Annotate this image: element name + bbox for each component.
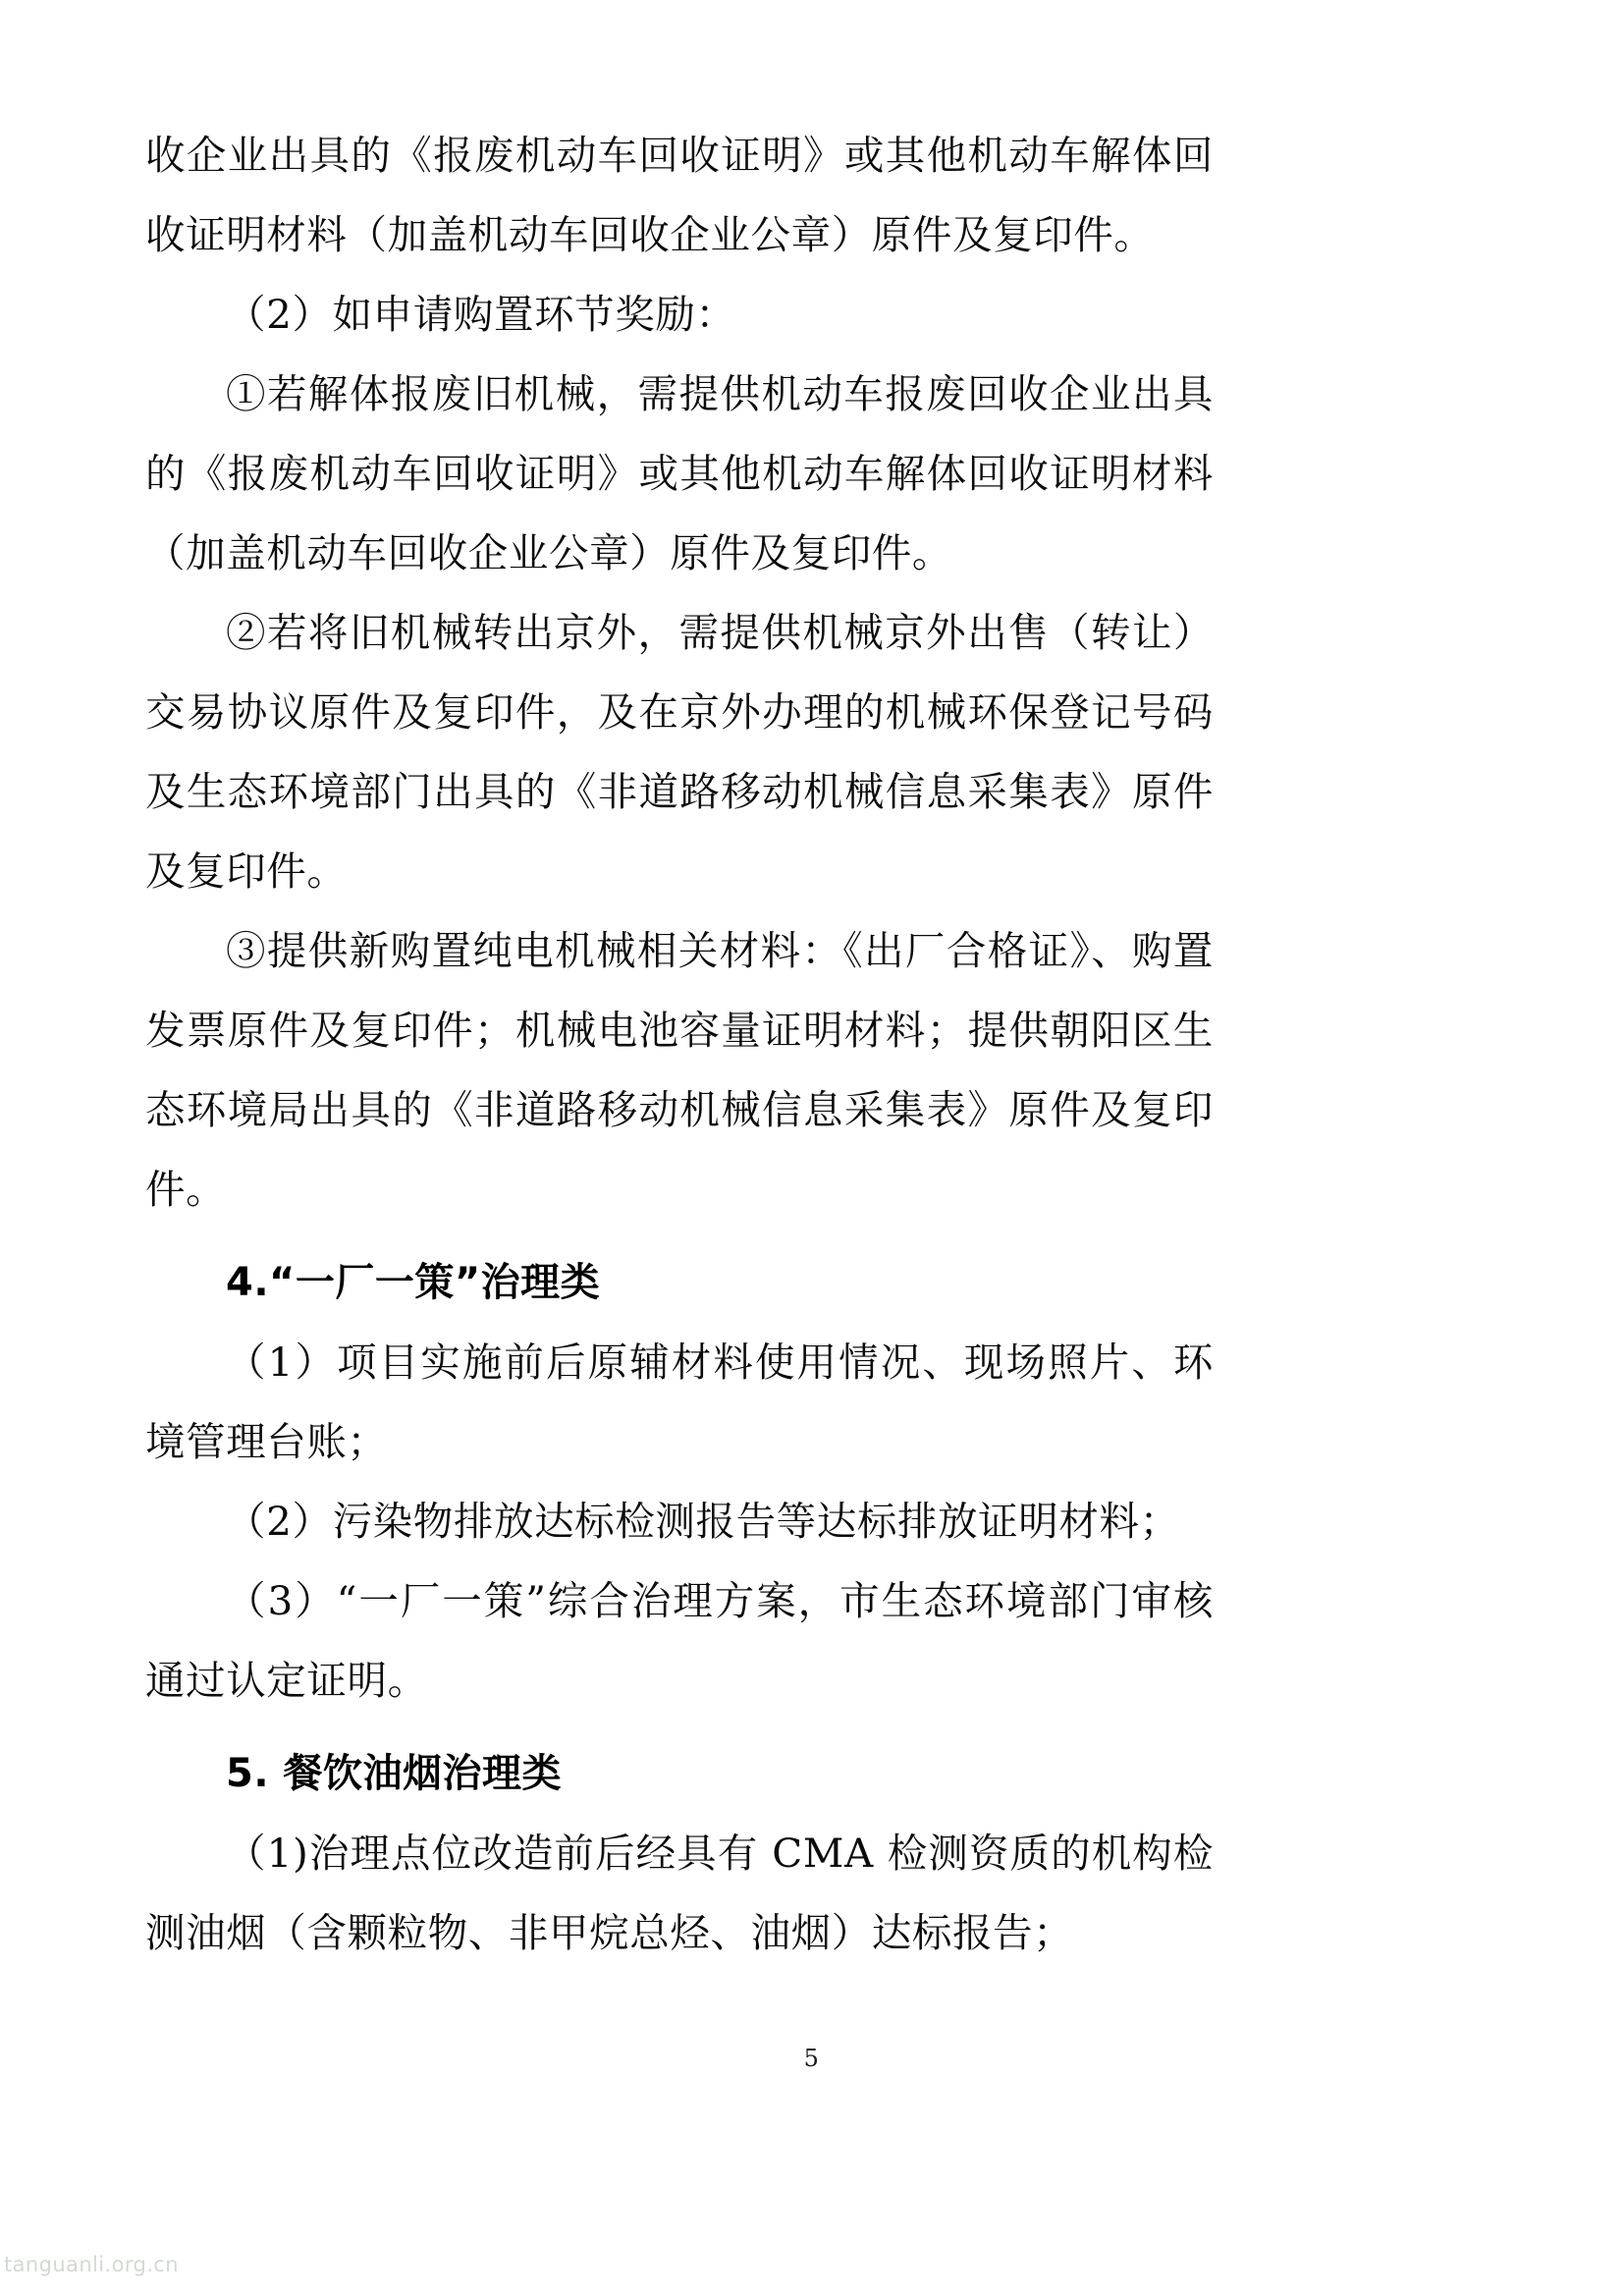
paragraph-item-3-new-electric-machinery: ③提供新购置纯电机械相关材料：《出厂合格证》、购置发票原件及复印件；机械电池容量证明材料；提供朝阳区生态环境局出具的《非道路移动机械信息采集表》原件及复印件。 (145, 927, 1214, 1213)
section-heading-5-catering-fume-treatment: 5. 餐饮油烟治理类 (226, 1751, 562, 1796)
watermark: tanguanli.org.cn (4, 2253, 179, 2276)
paragraph-item-2-transfer-outside-beijing: ②若将旧机械转出京外，需提供机械京外出售（转让）交易协议原件及复印件，及在京外办理的机械环保登记号码及生态环境部门出具的《非道路移动机械信息采集表》原件及复印件。 (145, 609, 1214, 895)
paragraph-4-item-1-materials-photos-ledger: （1）项目实施前后原辅材料使用情况、现场照片、环境管理台账； (145, 1339, 1214, 1465)
paragraph-purchase-incentive-intro: （2）如申请购置环节奖励： (226, 291, 736, 338)
paragraph-continuation-scrap-certificate: 收企业出具的《报废机动车回收证明》或其他机动车解体回收证明材料（加盖机动车回收企业公章）原件及复印件。 (145, 132, 1214, 258)
page-number: 5 (803, 2045, 820, 2072)
paragraph-4-item-3-comprehensive-plan: （3）“一厂一策”综合治理方案，市生态环境部门审核通过认定证明。 (145, 1577, 1214, 1704)
paragraph-4-item-2-emission-report: （2）污染物排放达标检测报告等达标排放证明材料； (226, 1498, 1180, 1545)
heading-spacer-5 (145, 1721, 1214, 1734)
page-body-text (145, 116, 1214, 1973)
paragraph-item-1-dismantle-scrap: ①若解体报废旧机械，需提供机动车报废回收企业出具的《报废机动车回收证明》或其他机动车解体回收证明材料（加盖机动车回收企业公章）原件及复印件。 (145, 370, 1214, 576)
heading-spacer-4 (145, 1230, 1214, 1243)
section-heading-4-one-factory-one-policy: 4.“一厂一策”治理类 (226, 1260, 601, 1305)
paragraph-5-item-1-cma-testing-report: （1)治理点位改造前后经具有 CMA 检测资质的机构检测油烟（含颗粒物、非甲烷总烃、油烟）达标报告； (145, 1830, 1214, 1956)
